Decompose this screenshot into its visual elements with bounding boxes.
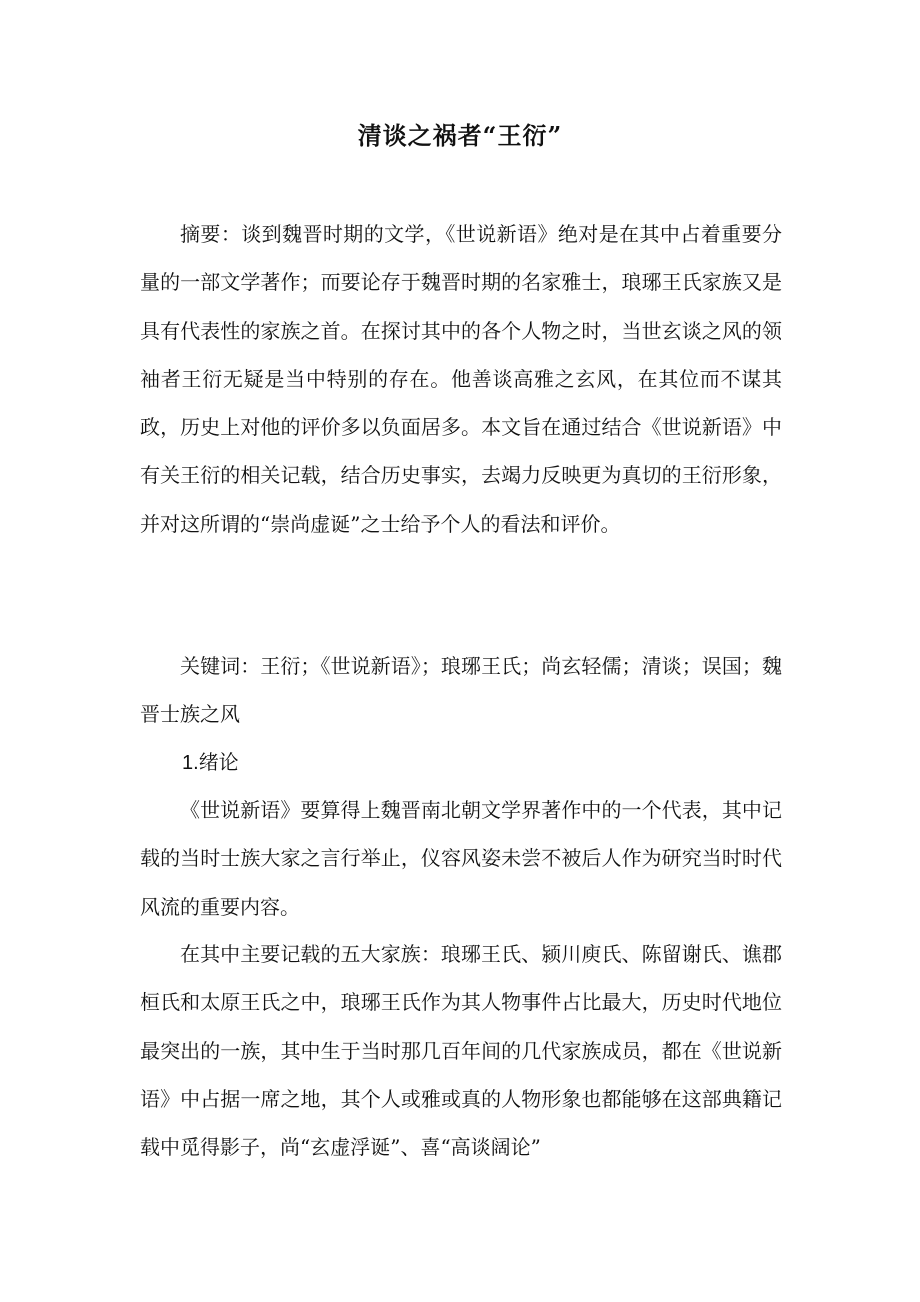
section-number: 1. <box>182 752 199 774</box>
keywords-paragraph: 关键词：王衍；《世说新语》；琅琊王氏；尚玄轻儒；清谈；误国；魏晋士族之风 <box>140 654 782 727</box>
document-title: 清谈之祸者“王衍” <box>357 121 563 150</box>
body-paragraph-1: 《世说新语》要算得上魏晋南北朝文学界著作中的一个代表，其中记载的当时士族大家之言行举止，仪容风姿未尝不被后人作为研究当时时代风流的重要内容。 <box>140 798 782 919</box>
section-title: 绪论 <box>198 750 239 774</box>
body-paragraph-2: 在其中主要记载的五大家族：琅琊王氏、颍川庾氏、陈留谢氏、谯郡桓氏和太原王氏之中，琅琊王氏作为其人物事件占比最大，历史时代地位最突出的一族，其中生于当时那几百年间的几代家族成员，都在《世说新语》中占据一席之地，其个人或雅或真的人物形象也都能够在这部典籍记载中觅得影子，尚“玄虚浮诞”、喜“高谈阔论” <box>140 942 782 1160</box>
section-heading <box>182 738 239 787</box>
abstract-paragraph: 摘要：谈到魏晋时期的文学，《世说新语》绝对是在其中占着重要分量的一部文学著作；而要论存于魏晋时期的名家雅士，琅琊王氏家族又是具有代表性的家族之首。在探讨其中的各个人物之时，当世玄谈之风的领袖者王衍无疑是当中特别的存在。他善谈高雅之玄风，在其位而不谋其政，历史上对他的评价多以负面居多。本文旨在通过结合《世说新语》中有关王衍的相关记载，结合历史事实，去竭力反映更为真切的王衍形象，并对这所谓的“崇尚虚诞”之士给予个人的看法和评价。 <box>140 222 782 536</box>
